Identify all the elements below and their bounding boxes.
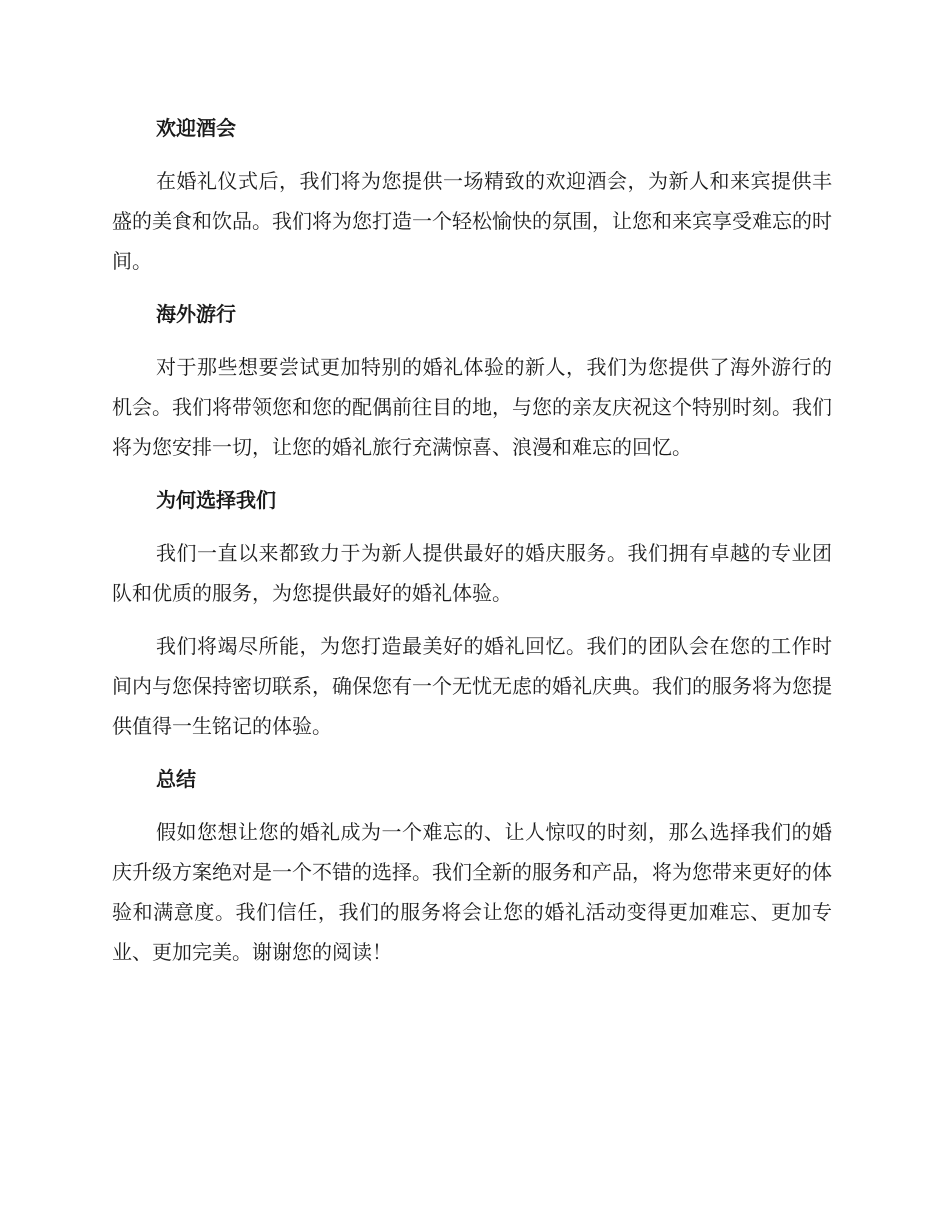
paragraph: 我们一直以来都致力于为新人提供最好的婚庆服务。我们拥有卓越的专业团队和优质的服务，为您提供最好的婚礼体验。 (112, 541, 832, 605)
document-page (112, 108, 832, 985)
paragraph: 假如您想让您的婚礼成为一个难忘的、让人惊叹的时刻，那么选择我们的婚庆升级方案绝对是一个不错的选择。我们全新的服务和产品，将为您带来更好的体验和满意度。我们信任，我们的服务将会让您的婚礼活动变得更加难忘、更加专业、更加完美。谢谢您的阅读！ (112, 820, 832, 964)
paragraph: 对于那些想要尝试更加特别的婚礼体验的新人，我们为您提供了海外游行的机会。我们将带领您和您的配偶前往目的地，与您的亲友庆祝这个特别时刻。我们将为您安排一切，让您的婚礼旅行充满惊喜、浪漫和难忘的回忆。 (112, 355, 832, 459)
paragraph: 我们将竭尽所能，为您打造最美好的婚礼回忆。我们的团队会在您的工作时间内与您保持密切联系，确保您有一个无忧无虑的婚礼庆典。我们的服务将为您提供值得一生铭记的体验。 (112, 634, 832, 738)
section-summary (112, 759, 832, 972)
section-overseas-trip (112, 294, 832, 467)
section-heading: 为何选择我们 (156, 488, 276, 512)
paragraph: 在婚礼仪式后，我们将为您提供一场精致的欢迎酒会，为新人和来宾提供丰盛的美食和饮品。我们将为您打造一个轻松愉快的氛围，让您和来宾享受难忘的时间。 (112, 169, 832, 273)
section-heading: 海外游行 (156, 302, 236, 326)
section-heading: 总结 (156, 767, 196, 791)
section-why-choose-us (112, 480, 832, 746)
section-heading: 欢迎酒会 (156, 116, 236, 140)
section-welcome-reception (112, 108, 832, 281)
